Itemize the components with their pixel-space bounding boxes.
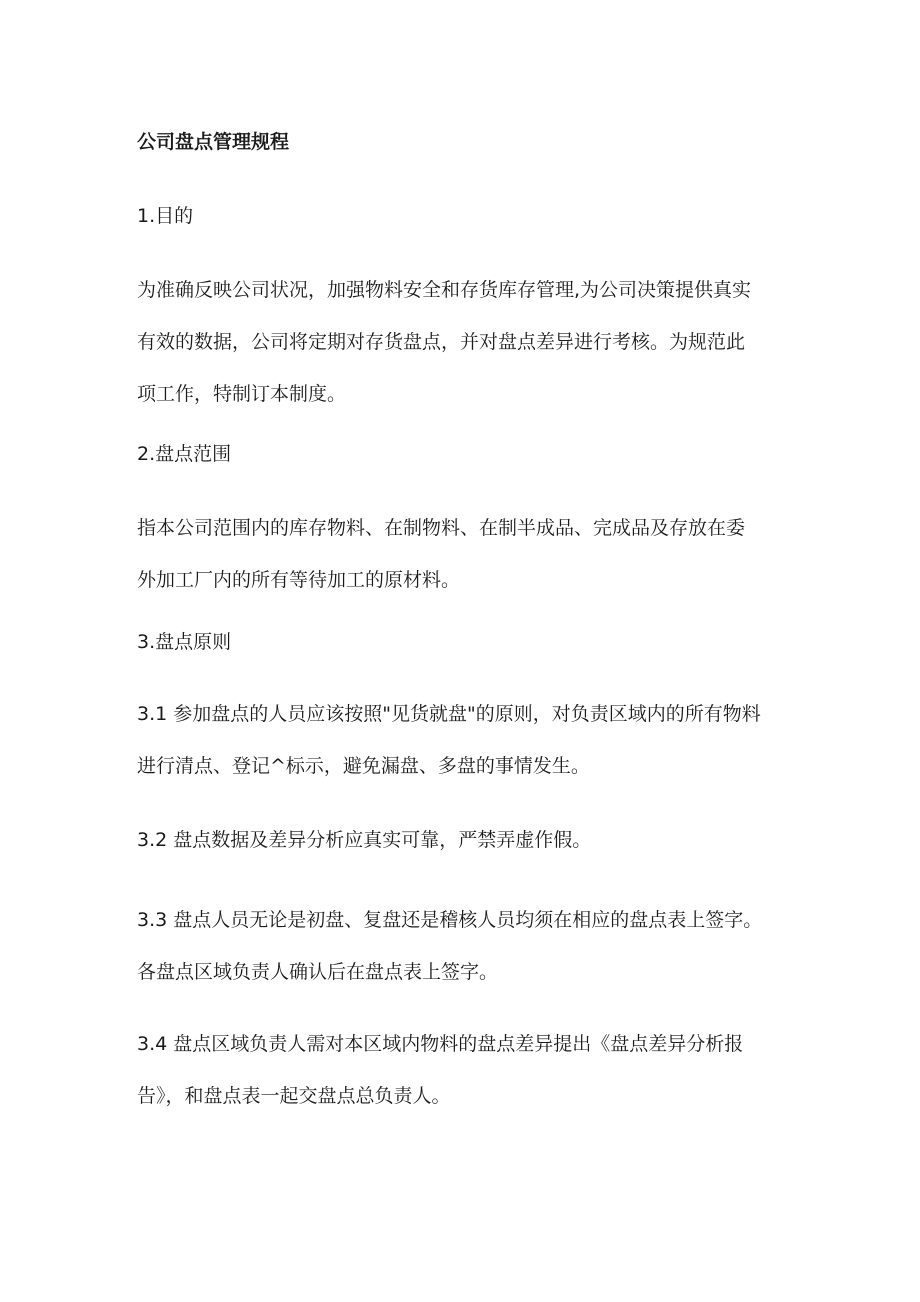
paragraph-line: 有效的数据，公司将定期对存货盘点，并对盘点差异进行考核。为规范此 (137, 331, 746, 353)
paragraph-line: 3.2 盘点数据及差异分析应真实可靠，严禁弄虚作假。 (137, 829, 592, 851)
section-1-heading: 1.目的 (137, 205, 194, 227)
paragraph-line: 3.4 盘点区域负责人需对本区域内物料的盘点差异提出《盘点差异分析报 (137, 1033, 744, 1055)
document-title: 公司盘点管理规程 (137, 131, 290, 153)
paragraph-line: 告》，和盘点表一起交盘点总负责人。 (137, 1085, 451, 1107)
paragraph-line: 进行清点、登记^标示，避免漏盘、多盘的事情发生。 (137, 755, 590, 777)
section-3-1-paragraph (137, 688, 797, 792)
section-3-heading: 3.盘点原则 (137, 631, 232, 653)
paragraph-line: 外加工厂内的所有等待加工的原材料。 (137, 569, 461, 591)
section-1-paragraph (137, 264, 797, 420)
paragraph-line: 项工作，特制订本制度。 (137, 383, 347, 405)
section-3-4-paragraph (137, 1018, 797, 1122)
paragraph-line: 各盘点区域负责人确认后在盘点表上签字。 (137, 961, 499, 983)
section-3-2-paragraph (137, 814, 797, 866)
section-2-paragraph (137, 502, 797, 606)
paragraph-line: 3.1 参加盘点的人员应该按照"见货就盘"的原则，对负责区域内的所有物料 (137, 703, 761, 725)
section-3-3-paragraph (137, 894, 797, 998)
section-2-heading: 2.盘点范围 (137, 443, 232, 465)
paragraph-line: 3.3 盘点人员无论是初盘、复盘还是稽核人员均须在相应的盘点表上签字。 (137, 909, 763, 931)
paragraph-line: 为准确反映公司状况，加强物料安全和存货库存管理,为公司决策提供真实 (137, 279, 752, 301)
paragraph-line: 指本公司范围内的库存物料、在制物料、在制半成品、完成品及存放在委 (137, 517, 746, 539)
